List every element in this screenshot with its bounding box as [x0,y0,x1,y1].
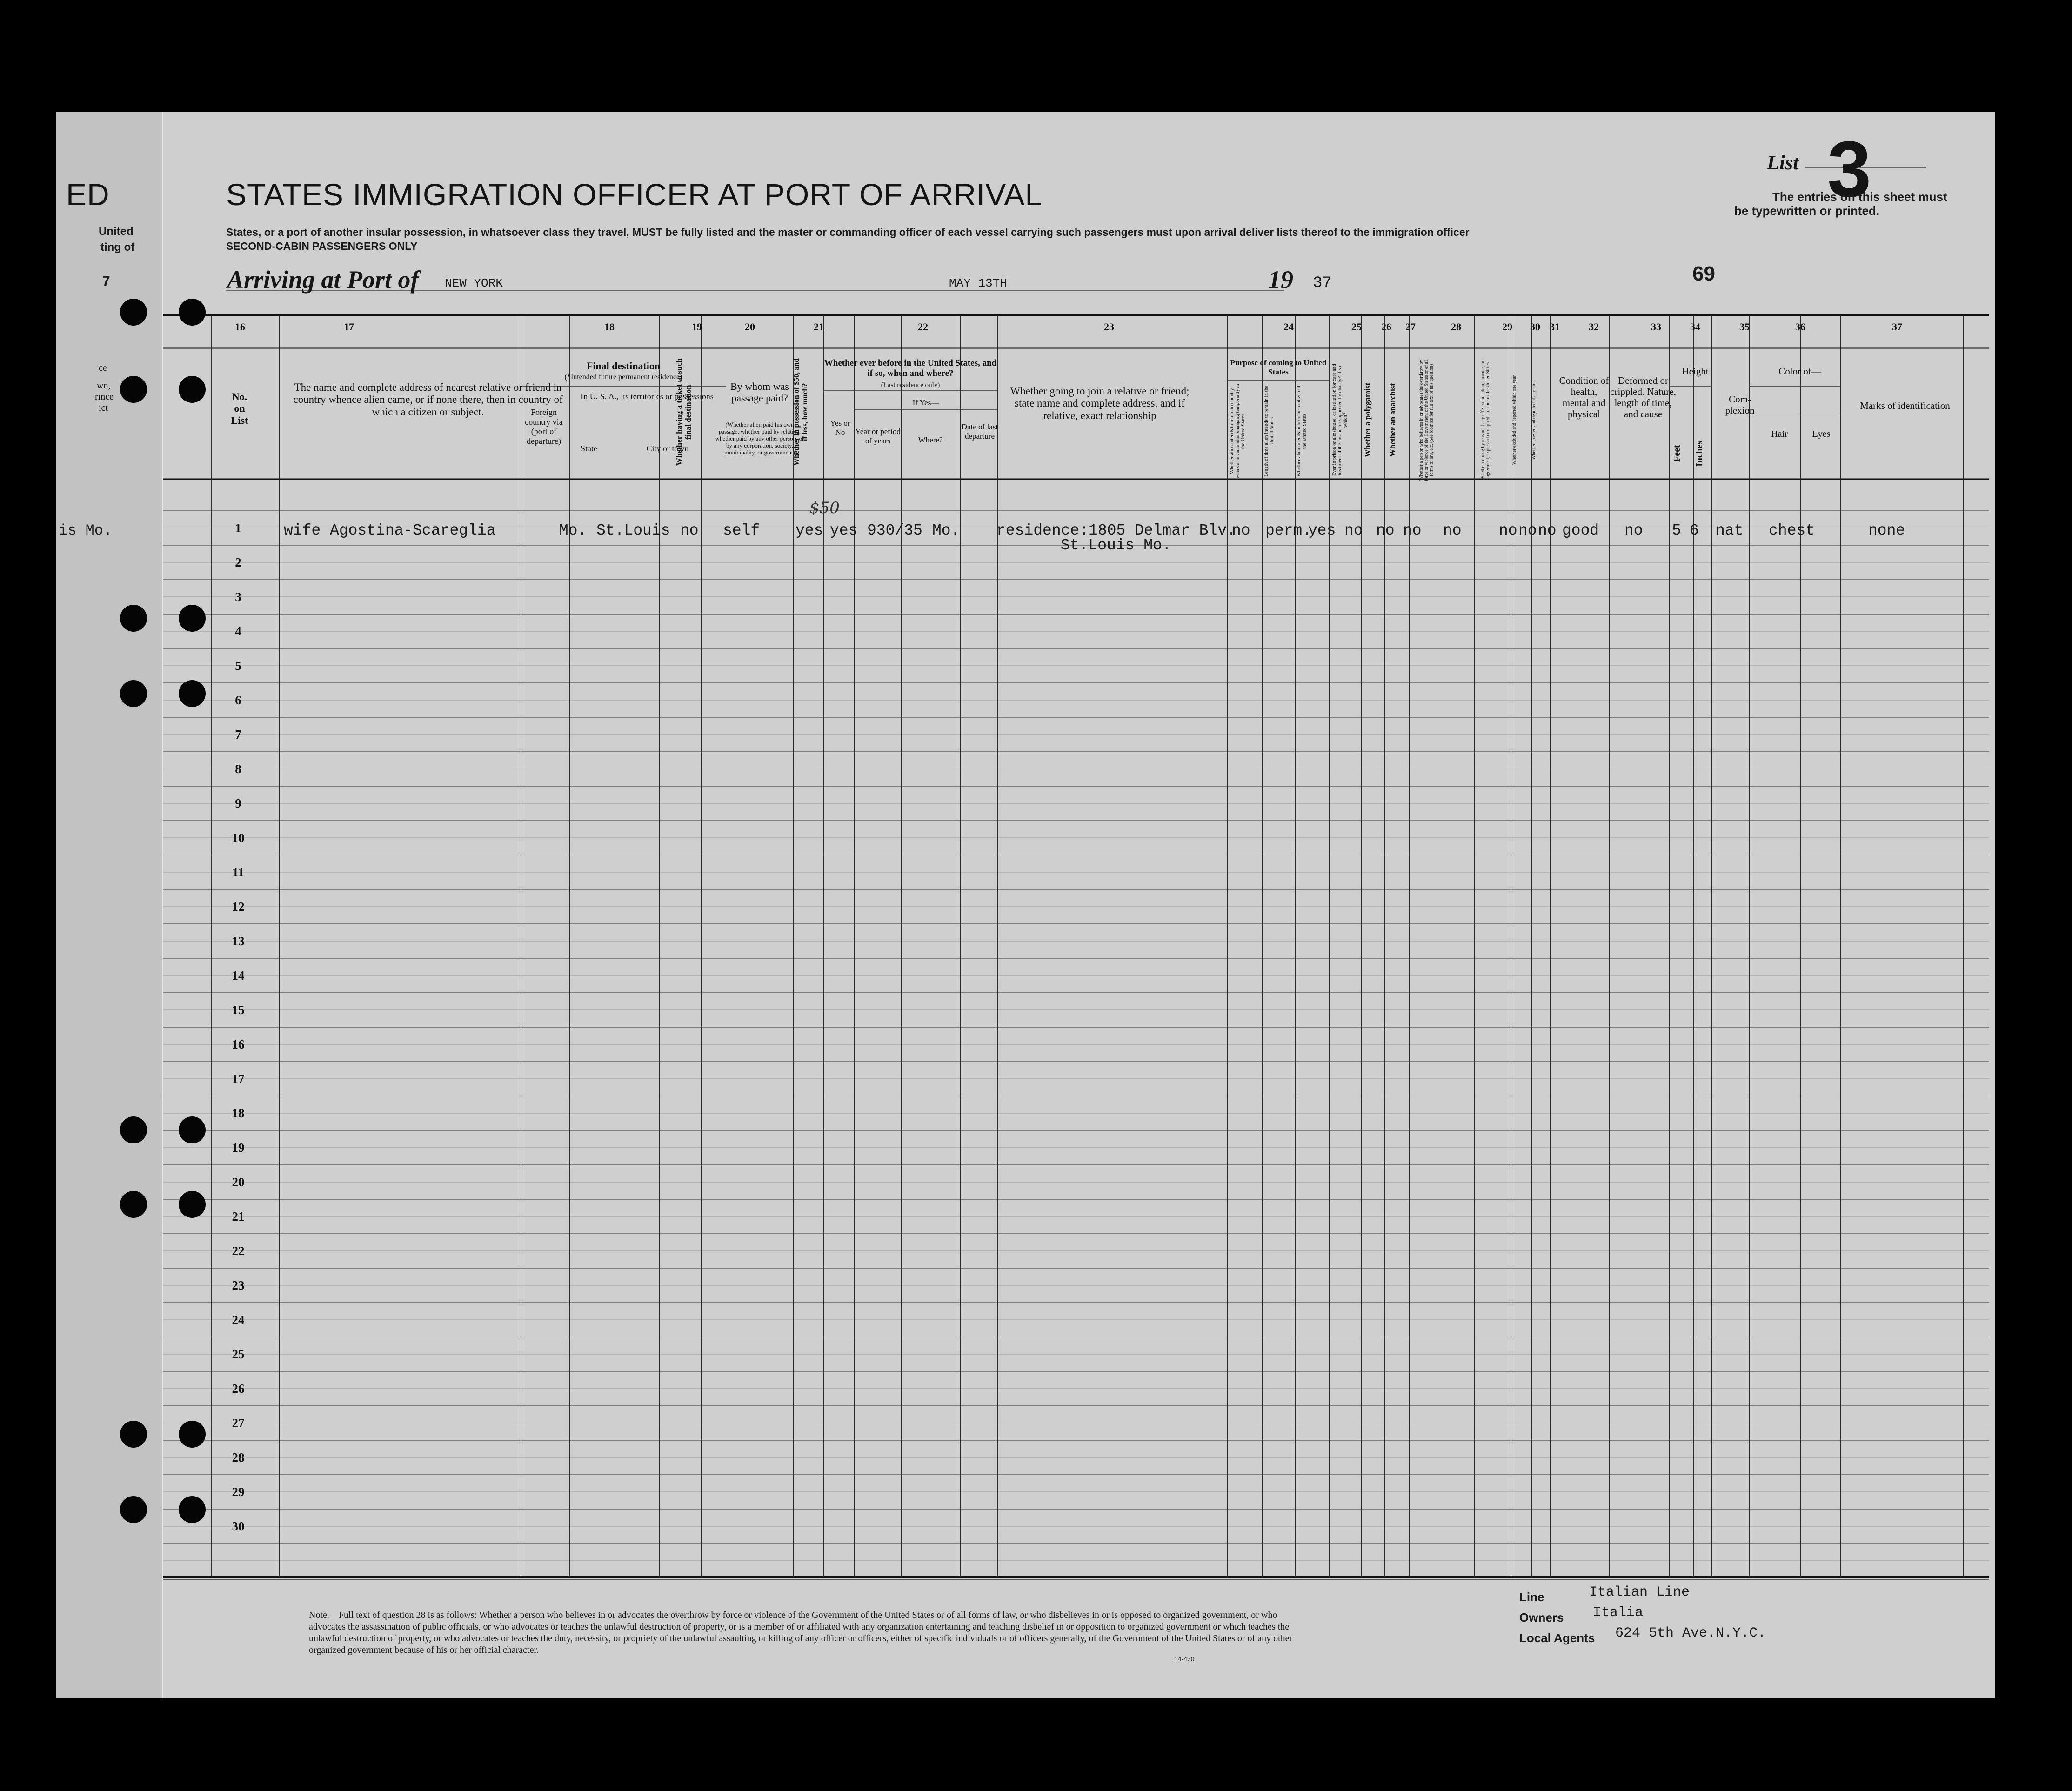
left-label-2: wn, [97,381,111,391]
column-number: 17 [344,321,354,333]
row-number: 9 [235,796,241,810]
row-number: 30 [232,1519,245,1533]
punch-hole [120,1191,147,1218]
row-number: 20 [232,1175,245,1189]
row-number: 21 [232,1210,245,1223]
left-label-4: ict [99,403,108,413]
column-number: 26 [1381,321,1391,333]
entry-labor-offer: no [1499,522,1517,539]
list-label: List [1767,151,1799,174]
row-number: 27 [232,1416,245,1430]
column-number: 18 [604,321,615,333]
header-c25: Ever in prison or almshouse, or institution for care and treatment of the insane, or supported by charity? If so, which? [1331,364,1348,476]
header-c18-state: State [581,444,597,453]
entry-prison: no [1344,522,1363,539]
entry-state: Mo. [559,522,587,539]
row-number: 11 [232,865,244,879]
entry-money: yes [795,522,823,539]
entry-paid-by: self [723,522,760,539]
header-c17: The name and complete address of nearest relative or friend in country whence alien came, or if none there, then in country of which a citizen or subject. [293,381,563,418]
row-number: 25 [232,1347,245,1361]
row-number: 15 [232,1003,245,1017]
row-number: 24 [232,1313,245,1327]
column-number: 28 [1451,321,1461,333]
row-number: 7 [235,728,241,742]
header-c22: Whether ever before in the United States, and if so, when and where? [824,358,997,378]
header-c24: Purpose of coming to United States [1230,358,1327,376]
header-c24-a: Whether alien intends to return to country whence he came after engaging temporarily in the United States [1229,384,1246,479]
entry-ticket: no [680,522,699,539]
header-c37: Marks of identification [1860,400,1950,411]
manifest-sheet [56,112,1995,1698]
entry-feet: 5 [1672,522,1681,539]
row-number: 13 [232,934,245,948]
column-number: 24 [1283,321,1294,333]
entry-relative: wife Agostina-Scareglia [284,522,496,539]
left-strip [56,112,163,1698]
header-c24-b: Length of time alien intends to remain in the United States [1263,385,1275,477]
header-c29: Whether coming by reason of any offer, solicitation, promise, or agreement, expressed or implied, to labor in the United States [1480,360,1491,480]
column-number: 37 [1892,321,1902,333]
form-grid [56,112,1995,1698]
row-number: 19 [232,1141,245,1155]
entry-return-intent: no [1232,522,1250,539]
entry-citizen: yes [1308,522,1336,539]
form-number: 14-430 [1174,1655,1195,1663]
header-c34: Height [1682,366,1709,377]
punch-hole [120,1116,147,1143]
left-row1-text: is Mo. [59,522,113,539]
punch-hole [179,1421,206,1448]
row-number: 26 [232,1382,245,1396]
column-number: 32 [1589,321,1599,333]
punch-hole [179,605,206,632]
page-number: 69 [1692,262,1715,285]
left-fragment-line-2: ting of [100,241,135,254]
header-c35: Com-plexion [1725,394,1755,416]
line-label: Line [1519,1590,1544,1604]
entry-join-line-1: residence:1805 Delmar Blv. [996,522,1236,539]
column-number: 27 [1405,321,1416,333]
header-c21: Whether in possession of $50, and if less, how much? [793,358,809,466]
entry-year: 930/35 [867,522,922,539]
header-c32: Condition of health, mental and physical [1559,375,1609,420]
entry-marks: none [1868,522,1905,539]
row-number: 22 [232,1244,245,1258]
header-c20: By whom was passage paid? [730,381,789,404]
entry-excluded: no [1518,522,1537,539]
punch-hole [120,1496,147,1523]
header-c34-inches: Inches [1694,441,1704,467]
header-c36-eyes: Eyes [1812,429,1831,439]
column-number: 19 [692,321,702,333]
row-number: 3 [235,590,241,604]
header-c19: Whether having a ticket to such final destination [675,358,693,466]
column-number: 36 [1795,321,1805,333]
header-c16: No. on List [231,391,248,426]
header-c36: Color of— [1778,366,1821,377]
entry-join-line-2: St.Louis Mo. [1061,537,1171,554]
entries-note-2: be typewritten or printed. [1734,204,1880,218]
year-prefix: 19 [1268,266,1293,294]
row-number: 6 [235,693,241,707]
left-fragment-line-3: 7 [102,274,110,289]
entry-money-handwritten: $50 [809,499,840,517]
row-number: 18 [232,1106,245,1120]
port-value: NEW YORK [445,276,503,290]
footnote: Note.—Full text of question 28 is as follows: Whether a person who believes in or advocates the overthrow by force or violence of the Government of the United States or of all forms of law, or who disbelieves in or is opposed to organized government, or who advocates the assassination of public officials, or who advocates or teaches the unlawful destruction of property, or is a member of or affiliated with any organization entertaining and teaching disbelief in or opposition to organized government or which teaches the unlawful destruction of property, or who advocates or teaches the duty, necessity, or propriety of the unlawful assaulting or killing of any officer or officers, either of specific individuals or of officers generally, of the Government of the United States or of any other organized government because of his or her official character. [309,1610,1293,1655]
left-label-1: ce [99,363,107,373]
left-label-3: rince [95,392,114,402]
entry-length-stay: perm. [1265,522,1312,539]
entry-city: St.Louis [596,522,670,539]
column-number: 25 [1351,321,1362,333]
row-number: 10 [232,831,245,845]
header-c22-where: Where? [918,435,943,444]
year-suffix: 37 [1313,274,1332,292]
entry-hair: chest [1769,522,1815,539]
punch-hole [179,1496,206,1523]
header-c22-date: Date of last departure [961,422,998,441]
header-c18-note: (*Intended future permanent residence) [564,373,682,381]
header-c23: Whether going to join a relative or friend; state name and complete address, and if relative, exact relationship [1010,385,1190,421]
row-number: 12 [232,900,245,914]
punch-hole [179,299,206,326]
form-subtitle-line-1: States, or a port of another insular possession, in whatsoever class they travel, MUST be fully listed and the master or commanding officer of each vessel carrying such passengers must upon arrival deliver lists thereof to the immigration officer [226,226,1470,238]
header-c31: Whether arrested and deported at any time [1531,381,1537,460]
header-c36-hair: Hair [1771,429,1788,439]
punch-hole [120,1421,147,1448]
entry-health: good [1562,522,1599,539]
column-number: 30 [1530,321,1540,333]
punch-hole [120,299,147,326]
header-c22-yesno: Yes or No [830,419,850,437]
agents-label: Local Agents [1519,1631,1595,1645]
form-title: STATES IMMIGRATION OFFICER AT PORT OF ARRIVAL [226,177,1043,212]
owners-value: Italia [1593,1605,1644,1621]
row-number: 5 [235,659,241,673]
agents-value: 624 5th Ave.N.Y.C. [1615,1625,1766,1641]
left-fragment-line-1: United [99,225,134,238]
row-number: 4 [235,624,241,638]
header-c18-title: Final destination [586,360,661,372]
row-number: 16 [232,1037,245,1051]
header-c30: Whether excluded and deported within one year [1512,375,1517,465]
header-c22-note: (Last residence only) [881,381,940,389]
header-c34-feet: Feet [1672,445,1682,462]
entry-where: Mo. [932,522,960,539]
punch-hole [120,680,147,707]
column-number: 16 [235,321,245,333]
row-number: 28 [232,1450,245,1464]
column-number: 20 [745,321,755,333]
entry-overthrow: no [1443,522,1462,539]
punch-hole [179,1191,206,1218]
entry-anarchist: no [1403,522,1422,539]
column-number: 34 [1690,321,1700,333]
column-number: 22 [918,321,928,333]
header-c18-usa: In U. S. A., its territories or possessions [581,392,714,401]
header-c27: Whether an anarchist [1388,383,1397,457]
header-c18-city: City or town [646,444,689,453]
header-c28: Whether a person who believes in or advocates the overthrow by force or violence of the Government of the United States or of all forms of law, etc. (See footnote for full text of this question) [1419,359,1434,481]
header-c24-c: Whether alien intends to become a citizen of the United States [1296,385,1307,477]
line-value: Italian Line [1589,1584,1690,1600]
entry-polygamist: no [1376,522,1395,539]
row-number: 8 [235,762,241,776]
header-c33: Deformed or crippled. Nature, length of time, and cause [1610,375,1676,420]
row-number: 23 [232,1278,245,1292]
date-value: MAY 13TH [949,276,1007,290]
header-c26: Whether a polygamist [1363,382,1372,458]
column-number: 21 [814,321,824,333]
row-number: 29 [232,1485,245,1499]
list-number: 3 [1827,125,1872,214]
entry-been-before: yes [830,522,858,539]
punch-hole [179,1116,206,1143]
entry-complexion: nat [1716,522,1744,539]
column-number: 29 [1502,321,1512,333]
column-number: 23 [1104,321,1114,333]
column-number: 33 [1651,321,1661,333]
punch-hole [179,376,206,403]
row-number: 14 [232,969,245,982]
entry-deformed: no [1624,522,1643,539]
owners-label: Owners [1519,1611,1564,1624]
row-number: 2 [235,555,241,569]
left-fragment-title: ED [66,177,110,212]
punch-hole [120,376,147,403]
column-number: 35 [1739,321,1750,333]
entry-deported: no [1538,522,1557,539]
form-subtitle-line-2: SECOND-CABIN PASSENGERS ONLY [226,240,418,252]
punch-hole [179,680,206,707]
header-c22-ifyes: If Yes— [912,398,939,407]
entries-note-1: The entries on this sheet must [1772,190,1947,204]
header-c18-foreign: Foreign country via (port of departure) [525,408,563,446]
header-c20-note: (Whether alien paid his own passage, whether paid by relative, whether paid by any other person, or by any corporation, society, municipality, or government) [715,421,804,456]
column-number: 31 [1550,321,1560,333]
entry-inches: 6 [1690,522,1699,539]
punch-hole [120,605,147,632]
row-number: 17 [232,1072,245,1086]
arriving-label: Arriving at Port of [227,266,419,294]
header-c22-year: Year or period of years [855,427,901,445]
row-number: 1 [235,521,241,535]
